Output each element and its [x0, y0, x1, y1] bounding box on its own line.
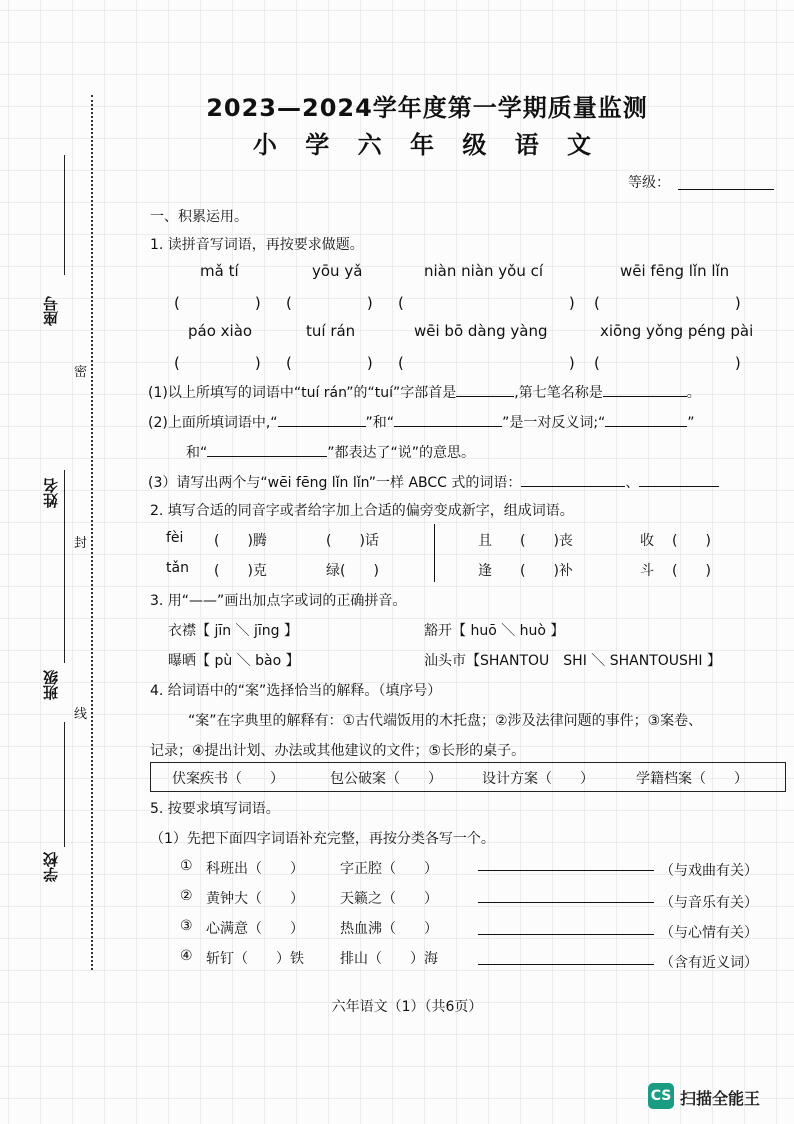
- pinyin: tuí rán: [306, 322, 356, 340]
- fill-blank[interactable]: [456, 396, 514, 397]
- q5-answer-line[interactable]: [478, 964, 654, 965]
- q5-idiom[interactable]: 斩钉（ ）铁: [206, 951, 304, 967]
- school-field[interactable]: [64, 722, 65, 847]
- q5-prompt: 5. 按要求填写词语。: [150, 801, 280, 817]
- q2-blank[interactable]: ( )话: [326, 533, 379, 549]
- pinyin: xiōng yǒng péng pài: [600, 322, 754, 340]
- q5-idiom[interactable]: 热血沸（ ）: [340, 921, 438, 937]
- fill-blank[interactable]: [278, 426, 366, 427]
- answer-blank[interactable]: ( ): [594, 354, 741, 372]
- fill-blank[interactable]: [207, 456, 327, 457]
- q2-blank[interactable]: ( )克: [214, 563, 267, 579]
- answer-blank[interactable]: ( ): [174, 354, 261, 372]
- class-field[interactable]: [64, 543, 65, 663]
- q3-item[interactable]: 汕头市【SHANTOU SHI ＼ SHANTOUSHI 】: [424, 653, 722, 669]
- pinyin: yōu yǎ: [312, 262, 363, 280]
- q2-blank[interactable]: ( )丧: [520, 533, 573, 549]
- seal-mi: 密: [74, 365, 88, 380]
- pinyin: mǎ tí: [200, 262, 239, 280]
- camscanner-text: 扫描全能王: [680, 1089, 761, 1108]
- q1-sub2-cont: 和“ ”都表达了“说”的意思。: [186, 445, 476, 461]
- q5-answer-line[interactable]: [478, 934, 654, 935]
- grade-field[interactable]: [678, 189, 774, 190]
- q4-definition: 记录；④提出计划、办法或其他建议的文件；⑤长形的桌子。: [150, 743, 526, 759]
- q4-prompt: 4. 给词语中的“案”选择恰当的解释。（填序号）: [150, 683, 442, 699]
- q5-num: ④: [180, 948, 193, 964]
- pinyin: niàn niàn yǒu cí: [424, 262, 544, 280]
- q5-category: （与心情有关）: [660, 925, 758, 941]
- q2-char: 斗: [640, 563, 654, 579]
- q3-item[interactable]: 衣襟【 jīn ＼ jīng 】: [168, 623, 298, 639]
- pinyin: páo xiào: [188, 322, 253, 340]
- pinyin: wēi bō dàng yàng: [414, 322, 548, 340]
- fill-blank[interactable]: [521, 486, 625, 487]
- q3-item[interactable]: 曝晒【 pù ＼ bào 】: [168, 653, 300, 669]
- q5-answer-line[interactable]: [478, 902, 654, 903]
- exam-subtitle: 小 学 六 年 级 语 文: [252, 131, 602, 159]
- q2-blank[interactable]: ( )腾: [214, 533, 267, 549]
- grade-label: 等级：: [628, 175, 670, 191]
- q5-sub1: （1）先把下面四字词语补充完整，再按分类各写一个。: [150, 831, 495, 847]
- q2-pinyin: fèi: [166, 530, 184, 546]
- section-heading: 一、积累运用。: [150, 209, 248, 225]
- pinyin: wēi fēng lǐn lǐn: [620, 262, 730, 280]
- q2-divider: [434, 524, 435, 582]
- q2-blank[interactable]: ( )补: [520, 563, 573, 579]
- q5-idiom[interactable]: 心满意（ ）: [206, 921, 304, 937]
- q2-blank[interactable]: 绿( ): [326, 563, 379, 579]
- q3-item[interactable]: 豁开【 huō ＼ huò 】: [424, 623, 565, 639]
- q5-category: （含有近义词）: [660, 955, 758, 971]
- q4-option[interactable]: 伏案疾书（ ）: [172, 771, 284, 787]
- q2-char: 逢: [478, 563, 492, 579]
- q2-blank[interactable]: ( ): [672, 563, 711, 579]
- q5-num: ①: [180, 858, 193, 874]
- q5-idiom[interactable]: 黄钟大（ ）: [206, 891, 304, 907]
- q5-category: （与戏曲有关）: [660, 863, 758, 879]
- seat-label: 座号: [42, 296, 60, 326]
- fill-blank[interactable]: [639, 486, 719, 487]
- q1-sub3: (3）请写出两个与“wēi fēng lǐn lǐn”一样 ABCC 式的词语： 、: [148, 472, 719, 492]
- school-label: 学校: [42, 852, 60, 882]
- exam-title: 2023—2024学年度第一学期质量监测: [206, 94, 648, 122]
- q1-prompt: 1. 读拼音写词语，再按要求做题。: [150, 237, 364, 253]
- q5-idiom[interactable]: 科班出（ ）: [206, 861, 304, 877]
- q5-category: （与音乐有关）: [660, 895, 758, 911]
- name-label: 姓名: [42, 478, 60, 508]
- q2-blank[interactable]: ( ): [672, 533, 711, 549]
- answer-blank[interactable]: ( ): [286, 294, 373, 312]
- page-footer: 六年语文（1）（共6页）: [331, 999, 483, 1015]
- q4-option[interactable]: 包公破案（ ）: [330, 771, 442, 787]
- camscanner-logo-icon: CS: [648, 1083, 674, 1109]
- q4-definition: “案”在字典里的解释有：①古代端饭用的木托盘；②涉及法律问题的事件；③案卷、: [188, 713, 703, 729]
- seal-xian: 线: [74, 707, 88, 722]
- q5-idiom[interactable]: 排山（ ）海: [340, 951, 438, 967]
- q2-char: 收: [640, 533, 654, 549]
- q4-option[interactable]: 学籍档案（ ）: [636, 771, 748, 787]
- q5-num: ③: [180, 918, 193, 934]
- seat-field[interactable]: [64, 155, 65, 275]
- q1-sub2: (2)上面所填词语中,“ ”和“ ”是一对反义词;“ ”: [148, 415, 695, 431]
- seal-feng: 封: [74, 536, 88, 551]
- q5-idiom[interactable]: 天籁之（ ）: [340, 891, 438, 907]
- answer-blank[interactable]: ( ): [398, 354, 575, 372]
- q1-sub1: (1)以上所填写的词语中“tuí rán”的“tuí”字部首是 ,第七笔名称是 。: [148, 385, 701, 401]
- q2-char: 且: [478, 533, 492, 549]
- answer-blank[interactable]: ( ): [398, 294, 575, 312]
- q5-idiom[interactable]: 字正腔（ ）: [340, 861, 438, 877]
- q2-prompt: 2. 填写合适的同音字或者给字加上合适的偏旁变成新字，组成词语。: [150, 503, 574, 519]
- fill-blank[interactable]: [394, 426, 502, 427]
- q5-answer-line[interactable]: [478, 870, 654, 871]
- binding-dashed-line: [91, 95, 93, 970]
- q2-pinyin: tǎn: [166, 560, 189, 576]
- answer-blank[interactable]: ( ): [594, 294, 741, 312]
- q4-option[interactable]: 设计方案（ ）: [482, 771, 594, 787]
- answer-blank[interactable]: ( ): [174, 294, 261, 312]
- fill-blank[interactable]: [603, 396, 687, 397]
- answer-blank[interactable]: ( ): [286, 354, 373, 372]
- fill-blank[interactable]: [605, 426, 687, 427]
- class-label: 班级: [42, 670, 60, 700]
- q5-num: ②: [180, 888, 193, 904]
- q3-prompt: 3. 用“——”画出加点字或词的正确拼音。: [150, 593, 407, 609]
